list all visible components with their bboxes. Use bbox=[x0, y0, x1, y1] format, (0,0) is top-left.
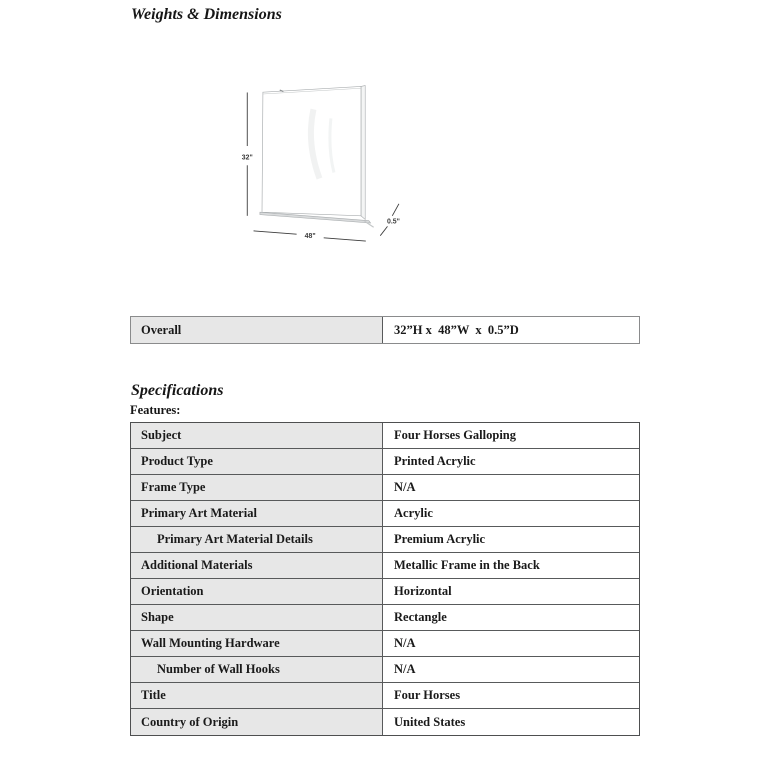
product-dimension-diagram bbox=[225, 35, 565, 310]
spec-value: Printed Acrylic bbox=[383, 449, 639, 474]
depth-dimension-label: 0.5" bbox=[387, 218, 400, 226]
spec-value: Rectangle bbox=[383, 605, 639, 630]
width-dimension-label: 48" bbox=[304, 233, 316, 241]
spec-label: Shape bbox=[131, 605, 383, 630]
spec-value: Acrylic bbox=[383, 501, 639, 526]
spec-label: Orientation bbox=[131, 579, 383, 604]
spec-label: Frame Type bbox=[131, 475, 383, 500]
table-row bbox=[131, 631, 639, 657]
depth-dimension-line-bottom bbox=[380, 226, 387, 235]
table-row bbox=[131, 605, 639, 631]
spec-value: N/A bbox=[383, 475, 639, 500]
width-dimension-line-left bbox=[254, 231, 297, 234]
depth-dimension-line-top bbox=[392, 204, 399, 216]
height-dimension-label: 32" bbox=[241, 154, 253, 162]
spec-value: Metallic Frame in the Back bbox=[383, 553, 639, 578]
spec-value: N/A bbox=[383, 631, 639, 656]
spec-value: Four Horses Galloping bbox=[383, 423, 639, 448]
overall-dimensions-table bbox=[130, 316, 640, 344]
spec-label: Product Type bbox=[131, 449, 383, 474]
spec-label: Wall Mounting Hardware bbox=[131, 631, 383, 656]
table-row bbox=[131, 475, 639, 501]
table-row bbox=[131, 527, 639, 553]
spec-value: Premium Acrylic bbox=[383, 527, 639, 552]
table-row bbox=[131, 657, 639, 683]
weights-dimensions-heading: Weights & Dimensions bbox=[131, 6, 282, 23]
table-row bbox=[131, 579, 639, 605]
panel-side-edge bbox=[361, 86, 365, 220]
spec-label: Number of Wall Hooks bbox=[131, 657, 383, 682]
table-row bbox=[131, 449, 639, 475]
table-row bbox=[131, 683, 639, 709]
spec-label: Subject bbox=[131, 423, 383, 448]
spec-value: N/A bbox=[383, 657, 639, 682]
spec-value: Horizontal bbox=[383, 579, 639, 604]
spec-label: Additional Materials bbox=[131, 553, 383, 578]
table-row bbox=[131, 317, 639, 343]
specifications-heading: Specifications bbox=[131, 382, 224, 399]
spec-label: Country of Origin bbox=[131, 709, 383, 735]
spec-label: Primary Art Material bbox=[131, 501, 383, 526]
spec-value: Four Horses bbox=[383, 683, 639, 708]
spec-label: Primary Art Material Details bbox=[131, 527, 383, 552]
table-row bbox=[131, 501, 639, 527]
table-row bbox=[131, 709, 639, 735]
spec-label: Title bbox=[131, 683, 383, 708]
table-row bbox=[131, 553, 639, 579]
overall-row-value: 32”H x 48”W x 0.5”D bbox=[383, 317, 639, 343]
width-dimension-line-right bbox=[324, 238, 366, 241]
specifications-table bbox=[130, 422, 640, 736]
overall-row-label: Overall bbox=[131, 317, 383, 343]
table-row bbox=[131, 423, 639, 449]
features-label: Features: bbox=[130, 403, 181, 417]
spec-value: United States bbox=[383, 709, 639, 735]
